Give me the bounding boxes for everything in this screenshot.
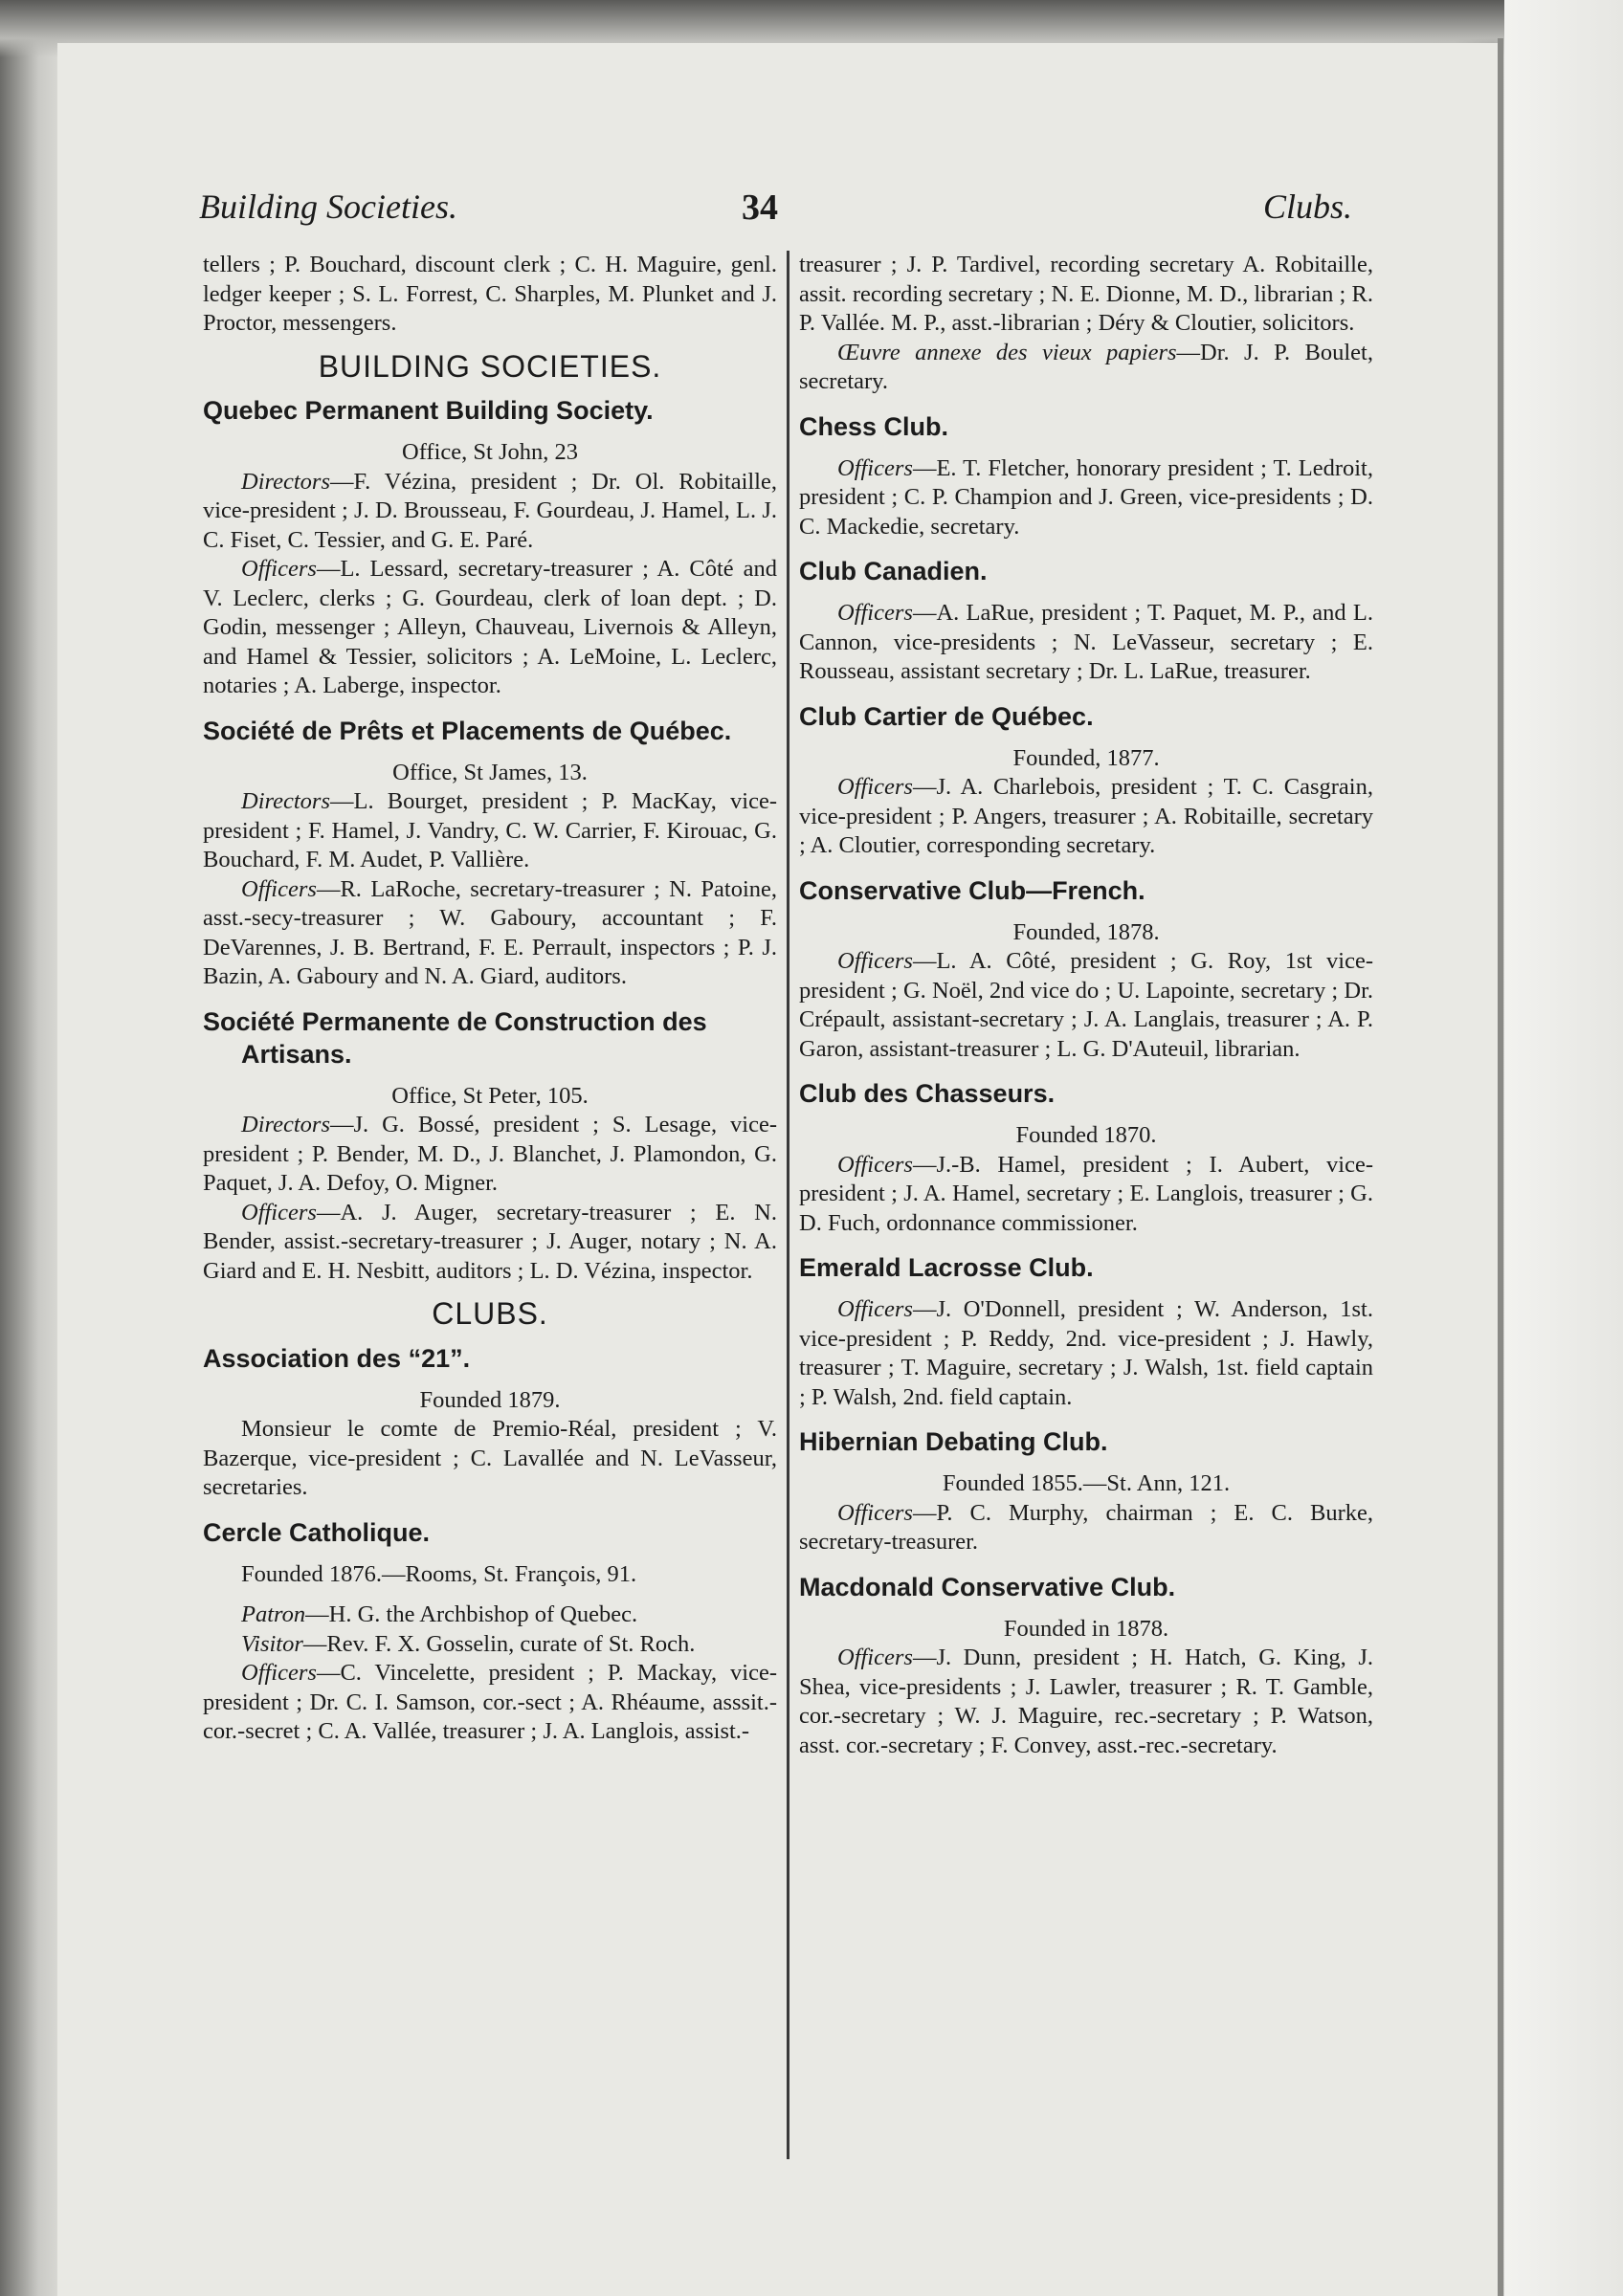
entry-text: —L. A. Côté, president ; G. Roy, 1st vice-president ; G. Noël, 2nd vice do ; U. Lapointe, secretary ; Dr. Crépault, assistant-secretary ; J. A. Langlais, treasurer ; A. P. Garon, assistant-treasurer ; L. G. D'Auteuil, librarian. <box>799 948 1373 1062</box>
society-name: Conservative Club—French. <box>799 875 1145 905</box>
entry-paragraph <box>799 339 1373 397</box>
society-name: Club Cartier de Québec. <box>799 701 1094 731</box>
entry-text: —L. Bourget, president ; P. MacKay, vice-president ; F. Hamel, J. Vandry, C. W. Carrier, F. Kirouac, G. Bouchard, F. M. Audet, P. Vallière. <box>203 788 777 872</box>
entry-label: Officers <box>837 1151 913 1178</box>
body-paragraph: Founded 1876.—Rooms, St. François, 91. <box>241 1560 637 1587</box>
entry-label: Officers <box>241 1660 317 1686</box>
spacer <box>203 1589 777 1601</box>
page-number: 34 <box>742 188 778 228</box>
entry-label: Officers <box>241 1199 317 1225</box>
entry-label: Directors <box>241 468 330 495</box>
entry-label: Visitor <box>241 1630 303 1657</box>
entry-label: Officers <box>837 454 913 481</box>
entry-text: —R. LaRoche, secretary-treasurer ; N. Patoine, asst.-secy-treasurer ; W. Gaboury, accountant ; F. DeVarennes, J. B. Bertrand, F. E. Perrault, inspectors ; P. J. Bazin, A. Gaboury and N. A. Giard, auditors. <box>203 875 777 989</box>
entry-text: —F. Vézina, president ; Dr. Ol. Robitaille, vice-president ; J. D. Brousseau, F. Gourdeau, J. Hamel, L. J. C. Fiset, C. Tessier, and G. E. Paré. <box>203 468 777 553</box>
society-name: Quebec Permanent Building Society. <box>203 396 654 425</box>
entry-text: —P. C. Murphy, chairman ; E. C. Burke, secretary-treasurer. <box>799 1499 1373 1555</box>
society-name: Hibernian Debating Club. <box>799 1427 1108 1456</box>
entry-label: Directors <box>241 788 330 814</box>
entry-label: Officers <box>837 1645 913 1670</box>
entry-paragraph <box>799 773 1373 861</box>
society-name: Société de Prêts et Placements de Québec. <box>203 716 732 745</box>
entry-paragraph <box>799 1644 1373 1760</box>
entry-text: —A. J. Auger, secretary-treasurer ; E. N. Bender, assist.-secretary-treasurer ; J. Auger, notary ; N. A. Giard and E. H. Nesbitt, auditors ; L. D. Vézina, inspector. <box>203 1199 777 1284</box>
society-name: Chess Club. <box>799 411 949 441</box>
entry-label: Officers <box>241 556 317 582</box>
entry-text: —Rev. F. X. Gosselin, curate of St. Roch. <box>302 1630 696 1657</box>
society-name: Cercle Catholique. <box>203 1517 431 1547</box>
entry-text: —J. G. Bossé, president ; S. Lesage, vice-president ; P. Bender, M. D., J. Blanchet, J. Plamondon, G. Paquet, J. A. Defoy, O. Migner. <box>203 1112 777 1196</box>
entry-text: —E. T. Fletcher, honorary president ; T. Ledroit, president ; C. P. Champion and J. Green, vice-presidents ; D. C. Mackedie, secretary. <box>799 454 1373 540</box>
society-name: Club Canadien. <box>799 557 988 585</box>
entry-paragraph <box>203 555 777 701</box>
entry-paragraph <box>799 1499 1373 1557</box>
founding-line: Founded 1879. <box>419 1386 561 1413</box>
entry-paragraph <box>799 454 1373 542</box>
entry-label: Patron <box>241 1601 306 1627</box>
body-paragraph: Monsieur le comte de Premio-Réal, president ; V. Bazerque, vice-president ; C. Lavallée and N. LeVasseur, secretaries. <box>203 1416 777 1500</box>
entry-paragraph <box>203 787 777 875</box>
entry-paragraph <box>799 947 1373 1064</box>
entry-paragraph <box>203 1111 777 1199</box>
entry-paragraph <box>203 468 777 556</box>
entry-text: —H. G. the Archbishop of Quebec. <box>305 1601 638 1627</box>
entry-label: Officers <box>837 1296 913 1322</box>
entry-paragraph <box>203 1199 777 1287</box>
society-name: Club des Chasseurs. <box>799 1079 1056 1108</box>
entry-paragraph <box>799 1295 1373 1412</box>
founding-line: Founded 1870. <box>1015 1122 1157 1148</box>
entry-text: —Dr. J. P. Boulet, secretary. <box>799 339 1373 394</box>
entry-text: —C. Vincelette, president ; P. Mackay, vice-president ; Dr. C. I. Samson, cor.-sect ; A. Rhéaume, asssit.-cor.-secret ; C. A. Vallée, treasurer ; J. A. Langlois, assist.- <box>203 1660 777 1744</box>
founding-line: Office, St James, 13. <box>392 759 588 785</box>
left-column <box>203 251 777 1747</box>
entry-text: —J. Dunn, president ; H. Hatch, G. King, J. Shea, vice-presidents ; J. Lawler, treasurer ; R. T. Gamble, cor.-secretary ; W. J. Maguire, rec.-secretary ; P. Watson, asst. cor.-secretary ; F. Convey, asst.-rec.-secretary. <box>799 1645 1373 1758</box>
entry-text: —J. O'Donnell, president ; W. Anderson, 1st. vice-president ; P. Reddy, 2nd. vice-president ; J. Hawly, treasurer ; T. Maguire, secretary ; J. Walsh, 1st. field captain ; P. Walsh, 2nd. field captain. <box>799 1296 1373 1410</box>
entry-text: —J.-B. Hamel, president ; I. Aubert, vice-president ; J. A. Hamel, secretary ; E. Langlois, treasurer ; G. D. Fuch, ordonnance commissioner. <box>799 1151 1373 1236</box>
next-page-strip <box>1504 0 1623 2296</box>
founding-line: Founded 1855.—St. Ann, 121. <box>942 1470 1231 1496</box>
founding-line: Office, St John, 23 <box>402 439 578 465</box>
society-name: Société Permanente de Construction des Artisans. <box>203 1006 707 1069</box>
entry-paragraph <box>799 1151 1373 1239</box>
running-head-right: Clubs. <box>1263 188 1353 226</box>
entry-paragraph <box>203 1601 777 1630</box>
entry-paragraph <box>203 1630 777 1660</box>
body-paragraph: tellers ; P. Bouchard, discount clerk ; C. H. Maguire, genl. ledger keeper ; S. L. Forrest, C. Sharples, M. Plunket and J. Proctor, messengers. <box>203 252 777 336</box>
society-name: Association des “21”. <box>203 1343 471 1373</box>
entry-text: —L. Lessard, secretary-treasurer ; A. Côté and V. Leclerc, clerks ; G. Gourdeau, clerk of loan dept. ; D. Godin, messenger ; Alleyn, Chauveau, Livernois & Alleyn, and Hamel & Tessier, solicitors ; A. LeMoine, L. Leclerc, notaries ; A. Laberge, inspector. <box>203 556 777 698</box>
entry-label: Officers <box>837 600 913 626</box>
founding-line: Office, St Peter, 105. <box>391 1082 589 1109</box>
right-column <box>799 251 1373 1760</box>
body-paragraph: treasurer ; J. P. Tardivel, recording secretary A. Robitaille, assit. recording secretary ; N. E. Dionne, M. D., librarian ; R. P. Vallée. M. P., asst.-librarian ; Déry & Cloutier, solicitors. <box>799 252 1373 336</box>
entry-label: Officers <box>837 948 913 974</box>
founding-line: Founded, 1877. <box>1012 744 1160 771</box>
entry-label: Officers <box>837 1499 913 1526</box>
column-rule <box>787 251 789 2159</box>
entry-label: Directors <box>241 1112 330 1137</box>
entry-label: Officers <box>241 875 317 902</box>
section-heading: CLUBS. <box>432 1296 548 1331</box>
entry-paragraph <box>203 1659 777 1747</box>
entry-paragraph <box>799 599 1373 687</box>
section-heading: BUILDING SOCIETIES. <box>318 348 662 384</box>
entry-label: Œuvre annexe des vieux papiers <box>837 339 1177 365</box>
running-head-left: Building Societies. <box>199 188 457 226</box>
founding-line: Founded, 1878. <box>1012 918 1160 945</box>
society-name: Macdonald Conservative Club. <box>799 1572 1176 1601</box>
entry-text: —A. LaRue, president ; T. Paquet, M. P., and L. Cannon, vice-presidents ; N. LeVasseur, secretary ; E. Rousseau, assistant secretary ; Dr. L. LaRue, treasurer. <box>799 600 1373 684</box>
entry-label: Officers <box>837 774 913 800</box>
entry-text: —J. A. Charlebois, president ; T. C. Casgrain, vice-president ; P. Angers, treasurer ; A. Robitaille, secretary ; A. Cloutier, corresponding secretary. <box>799 774 1373 858</box>
society-name: Emerald Lacrosse Club. <box>799 1253 1094 1282</box>
page-edge <box>1498 38 1503 2296</box>
entry-paragraph <box>203 875 777 992</box>
founding-line: Founded in 1878. <box>1003 1615 1169 1642</box>
